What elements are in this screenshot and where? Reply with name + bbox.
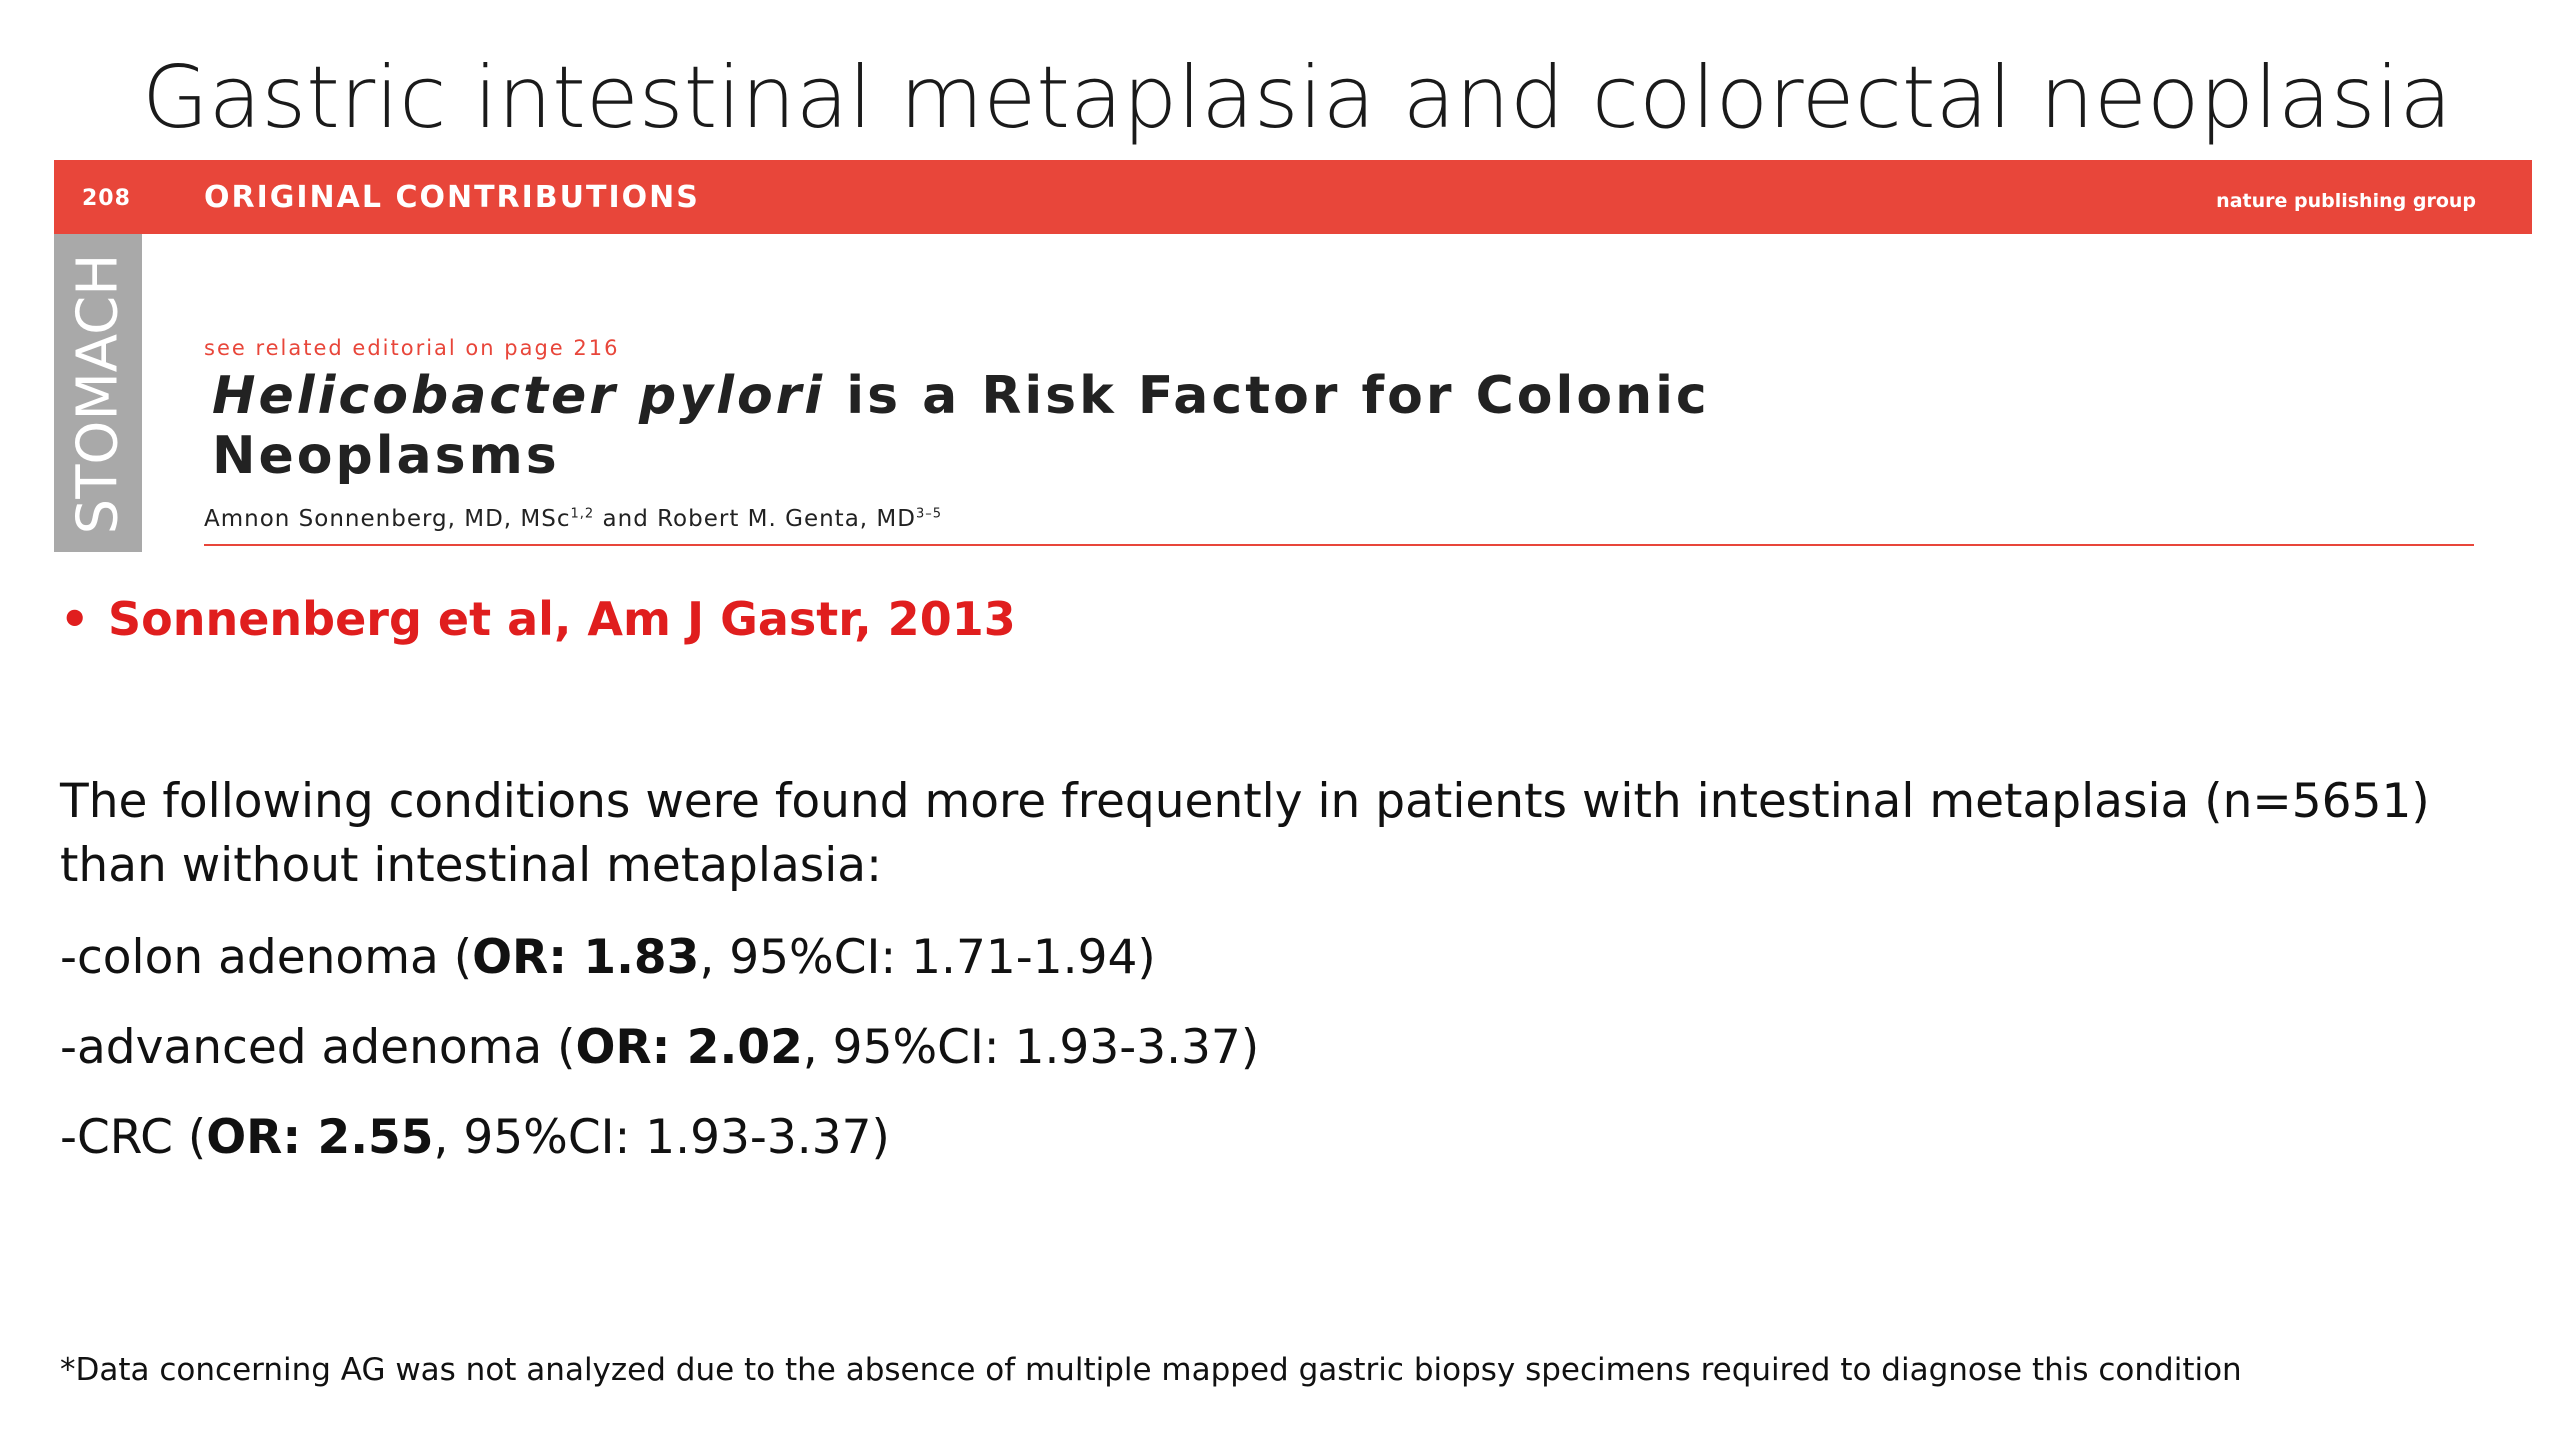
intro-paragraph: The following conditions were found more frequently in patients with intestinal metaplasia (n=5651) than without intestinal metaplasia: — [60, 774, 2430, 893]
article-title — [212, 366, 2212, 486]
slide-title: Gastric intestinal metaplasia and colorectal neoplasia — [142, 48, 2453, 148]
finding-advanced-adenoma — [60, 1020, 1259, 1075]
side-tab-label: STOMACH — [65, 253, 131, 535]
journal-header-bar — [54, 160, 2532, 234]
footnote-text: Data concerning AG was not analyzed due to the absence of multiple mapped gastric biopsy specimens required to diagnose this condition — [75, 1352, 2242, 1388]
citation-text: Sonnenberg et al, Am J Gastr, 2013 — [108, 592, 1016, 646]
citation — [60, 592, 1016, 646]
finding-ci: , 95%CI: 1.93-3.37) — [802, 1020, 1260, 1075]
article-title-italic: Helicobacter pylori — [212, 366, 826, 426]
author-1-affiliation: 1,2 — [570, 506, 595, 522]
citation-bullet: • — [60, 592, 90, 646]
publisher-label: nature publishing group — [2216, 190, 2476, 212]
related-editorial-note: see related editorial on page 216 — [204, 336, 620, 360]
finding-prefix: -advanced adenoma ( — [60, 1020, 576, 1075]
finding-prefix: -colon adenoma ( — [60, 930, 473, 985]
article-title-line2: Neoplasms — [212, 426, 560, 486]
author-2: and Robert M. Genta, MD — [594, 506, 916, 532]
section-label: ORIGINAL CONTRIBUTIONS — [204, 180, 700, 215]
page-number: 208 — [82, 186, 131, 211]
author-1: Amnon Sonnenberg, MD, MSc — [204, 506, 571, 532]
finding-odds-ratio: OR: 1.83 — [472, 930, 700, 985]
finding-crc — [60, 1110, 890, 1165]
article-header-clipping — [54, 160, 2532, 552]
header-divider — [204, 544, 2474, 546]
footnote — [60, 1352, 2242, 1388]
finding-odds-ratio: OR: 2.55 — [206, 1110, 434, 1165]
author-2-affiliation: 3–5 — [915, 506, 943, 522]
finding-prefix: -CRC ( — [60, 1110, 207, 1165]
side-tab — [54, 234, 142, 552]
article-title-rest: is a Risk Factor for Colonic — [825, 366, 1710, 426]
article-authors — [204, 506, 942, 532]
finding-ci: , 95%CI: 1.71-1.94) — [699, 930, 1156, 985]
finding-odds-ratio: OR: 2.02 — [575, 1020, 803, 1075]
finding-ci: , 95%CI: 1.93-3.37) — [433, 1110, 890, 1165]
footnote-marker: * — [60, 1352, 76, 1388]
finding-colon-adenoma — [60, 930, 1156, 985]
